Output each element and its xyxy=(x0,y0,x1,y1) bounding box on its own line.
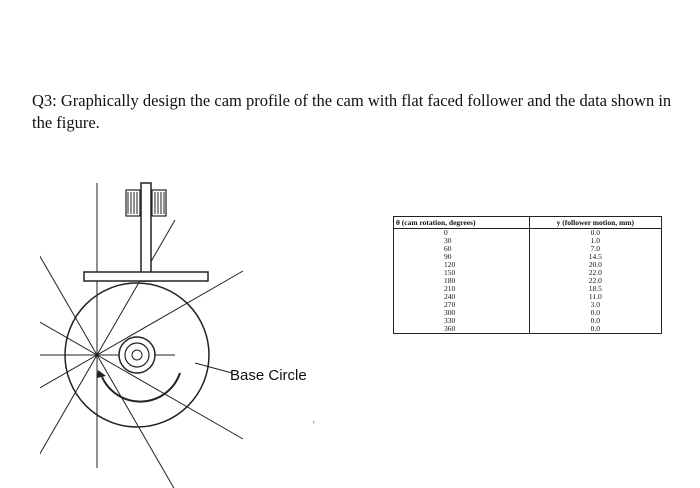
y-cell: 7.0 xyxy=(529,245,661,253)
table-row xyxy=(394,277,662,285)
theta-cell: 240 xyxy=(394,293,530,301)
table-row xyxy=(394,285,662,293)
table-header-row xyxy=(394,217,662,229)
table-row xyxy=(394,317,662,325)
y-cell: 11.0 xyxy=(529,293,661,301)
cam-follower-diagram xyxy=(40,178,340,488)
y-cell: 22.0 xyxy=(529,269,661,277)
base-circle-leader xyxy=(195,363,232,373)
table-row xyxy=(394,253,662,261)
y-cell: 18.5 xyxy=(529,285,661,293)
theta-cell: 180 xyxy=(394,277,530,285)
y-cell: 1.0 xyxy=(529,237,661,245)
theta-cell: 90 xyxy=(394,253,530,261)
table-row xyxy=(394,293,662,301)
table-row xyxy=(394,269,662,277)
y-cell: 0.0 xyxy=(529,317,661,325)
cam-data-table xyxy=(393,216,662,334)
y-cell: 22.0 xyxy=(529,277,661,285)
stray-mark: ’ xyxy=(312,420,316,431)
table-row xyxy=(394,245,662,253)
theta-cell: 270 xyxy=(394,301,530,309)
theta-cell: 330 xyxy=(394,317,530,325)
base-circle-label: Base Circle xyxy=(230,367,307,384)
table-row xyxy=(394,237,662,245)
y-cell: 14.5 xyxy=(529,253,661,261)
theta-cell: 30 xyxy=(394,237,530,245)
table-row xyxy=(394,229,662,238)
y-cell: 0.0 xyxy=(529,309,661,317)
table-row xyxy=(394,301,662,309)
theta-cell: 360 xyxy=(394,325,530,334)
theta-cell: 60 xyxy=(394,245,530,253)
y-column-header: y (follower motion, mm) xyxy=(529,217,661,229)
y-cell: 0.0 xyxy=(529,229,661,238)
table-row xyxy=(394,325,662,334)
rotation-arrow xyxy=(102,373,180,402)
theta-cell: 150 xyxy=(394,269,530,277)
rotation-arrow-head xyxy=(97,370,106,378)
table-row xyxy=(394,309,662,317)
guide-left xyxy=(126,190,140,216)
theta-column-header: θ (cam rotation, degrees) xyxy=(394,217,530,229)
theta-cell: 120 xyxy=(394,261,530,269)
follower-stem xyxy=(141,183,151,281)
question-text: Q3: Graphically design the cam profile of the cam with flat faced follower and the data shown in the figure. xyxy=(32,91,672,132)
cam-diagram-svg xyxy=(40,178,340,488)
y-cell: 20.0 xyxy=(529,261,661,269)
table-row xyxy=(394,261,662,269)
theta-cell: 0 xyxy=(394,229,530,238)
theta-cell: 300 xyxy=(394,309,530,317)
guide-right xyxy=(152,190,166,216)
y-cell: 3.0 xyxy=(529,301,661,309)
theta-cell: 210 xyxy=(394,285,530,293)
flat-face-follower xyxy=(84,272,208,281)
y-cell: 0.0 xyxy=(529,325,661,334)
